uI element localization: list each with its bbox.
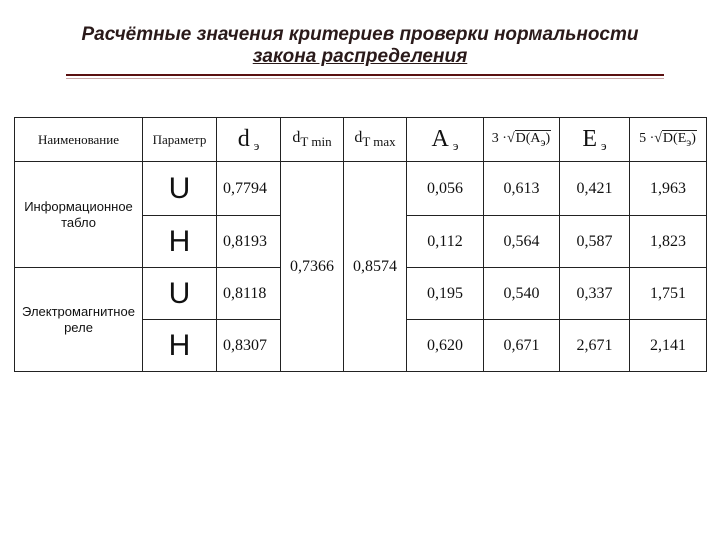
- param-symbol: U: [168, 171, 191, 205]
- device-name: Информационное табло: [24, 198, 133, 230]
- sqrt-e-cell: [630, 268, 707, 320]
- a-cell: [407, 268, 484, 320]
- dt-min-cell: [281, 162, 344, 372]
- d-value: 0,8307: [223, 336, 267, 354]
- header-e-subscript: э: [601, 137, 607, 153]
- device-name-cell: [15, 268, 143, 372]
- sqrt-a-cell: [484, 216, 560, 268]
- param-symbol: H: [168, 328, 191, 362]
- header-name: [15, 118, 143, 162]
- header-dt-min: [281, 118, 344, 162]
- d-cell: [217, 162, 281, 216]
- param-symbol: H: [168, 224, 191, 258]
- e-cell: [560, 216, 630, 268]
- header-sqrt-e-subscript: э: [686, 135, 692, 149]
- header-e-symbol: E: [582, 125, 598, 152]
- e-value: 2,671: [576, 336, 613, 354]
- device-name: Электромагнитное реле: [22, 303, 135, 335]
- sqrt-a-value: 0,613: [503, 179, 540, 197]
- sqrt-e-value: 1,963: [650, 179, 686, 197]
- sqrt-a-radical-icon: √: [506, 130, 515, 146]
- e-cell: [560, 162, 630, 216]
- e-cell: [560, 320, 630, 372]
- a-value: 0,112: [427, 232, 463, 250]
- sqrt-e-cell: [630, 320, 707, 372]
- device-name-cell: [15, 162, 143, 268]
- slide-title: [40, 24, 680, 68]
- header-a-symbol: A: [431, 125, 449, 152]
- d-cell: [217, 216, 281, 268]
- d-value: 0,8118: [223, 284, 267, 302]
- header-row: [15, 118, 707, 162]
- sqrt-a-cell: [484, 320, 560, 372]
- header-name-label: Наименование: [38, 131, 119, 147]
- sqrt-e-radical-icon: √: [654, 130, 662, 146]
- sqrt-a-cell: [484, 268, 560, 320]
- title-rule: [66, 74, 664, 76]
- header-dt-max-symbol: d: [354, 129, 363, 146]
- param-cell: [143, 216, 217, 268]
- header-d: [217, 118, 281, 162]
- header-d-symbol: d: [237, 125, 250, 152]
- header-dt-min-subscript: T min: [300, 134, 332, 149]
- title-line-1: Расчётные значения критериев проверки нормальности: [81, 24, 639, 45]
- sqrt-e-value: 2,141: [650, 336, 686, 354]
- d-cell: [217, 268, 281, 320]
- header-sqrt-a-close: ): [545, 130, 551, 146]
- header-sqrt-a-subscript: э: [540, 135, 546, 149]
- table-row: [15, 162, 707, 216]
- criteria-table: [14, 117, 707, 372]
- param-cell: [143, 268, 217, 320]
- header-sqrt-a-coef: 3 ·: [491, 130, 507, 146]
- a-value: 0,620: [427, 336, 463, 354]
- header-dt-max: [344, 118, 407, 162]
- header-sqrt-a-arg: D(A: [515, 130, 541, 146]
- header-a: [407, 118, 484, 162]
- a-value: 0,056: [427, 179, 463, 197]
- header-param: [143, 118, 217, 162]
- header-d-subscript: э: [253, 137, 260, 153]
- header-e: [560, 118, 630, 162]
- sqrt-a-cell: [484, 162, 560, 216]
- param-symbol: U: [168, 276, 191, 310]
- dt-max-cell: [344, 162, 407, 372]
- e-value: 0,421: [576, 179, 613, 197]
- dt-max-value: 0,8574: [353, 257, 397, 275]
- header-dt-max-subscript: T max: [362, 134, 396, 149]
- e-value: 0,587: [576, 232, 613, 250]
- sqrt-a-value: 0,671: [503, 336, 540, 354]
- sqrt-e-value: 1,823: [650, 232, 686, 250]
- d-cell: [217, 320, 281, 372]
- title-rule-shadow: [66, 78, 664, 79]
- a-cell: [407, 216, 484, 268]
- a-value: 0,195: [427, 284, 463, 302]
- header-sqrt-e-radicand: [662, 130, 697, 149]
- param-cell: [143, 162, 217, 216]
- sqrt-e-value: 1,751: [650, 284, 686, 302]
- header-sqrt-e: [630, 118, 707, 162]
- header-sqrt-a-radicand: [515, 130, 552, 149]
- a-cell: [407, 162, 484, 216]
- a-cell: [407, 320, 484, 372]
- dt-min-value: 0,7366: [290, 257, 334, 275]
- e-value: 0,337: [576, 284, 613, 302]
- sqrt-a-value: 0,540: [503, 284, 540, 302]
- d-value: 0,8193: [223, 232, 267, 250]
- header-sqrt-e-close: ): [691, 130, 696, 146]
- sqrt-e-cell: [630, 216, 707, 268]
- header-sqrt-e-arg: D(E: [662, 130, 687, 146]
- header-sqrt-e-coef: 5 ·: [639, 130, 655, 146]
- sqrt-e-cell: [630, 162, 707, 216]
- param-cell: [143, 320, 217, 372]
- header-param-label: Параметр: [152, 131, 207, 147]
- e-cell: [560, 268, 630, 320]
- title-line-2: закона распределения: [252, 46, 468, 67]
- header-dt-min-symbol: d: [292, 129, 301, 146]
- header-sqrt-a: [484, 118, 560, 162]
- d-value: 0,7794: [223, 179, 267, 197]
- header-a-subscript: э: [452, 137, 459, 153]
- sqrt-a-value: 0,564: [503, 232, 540, 250]
